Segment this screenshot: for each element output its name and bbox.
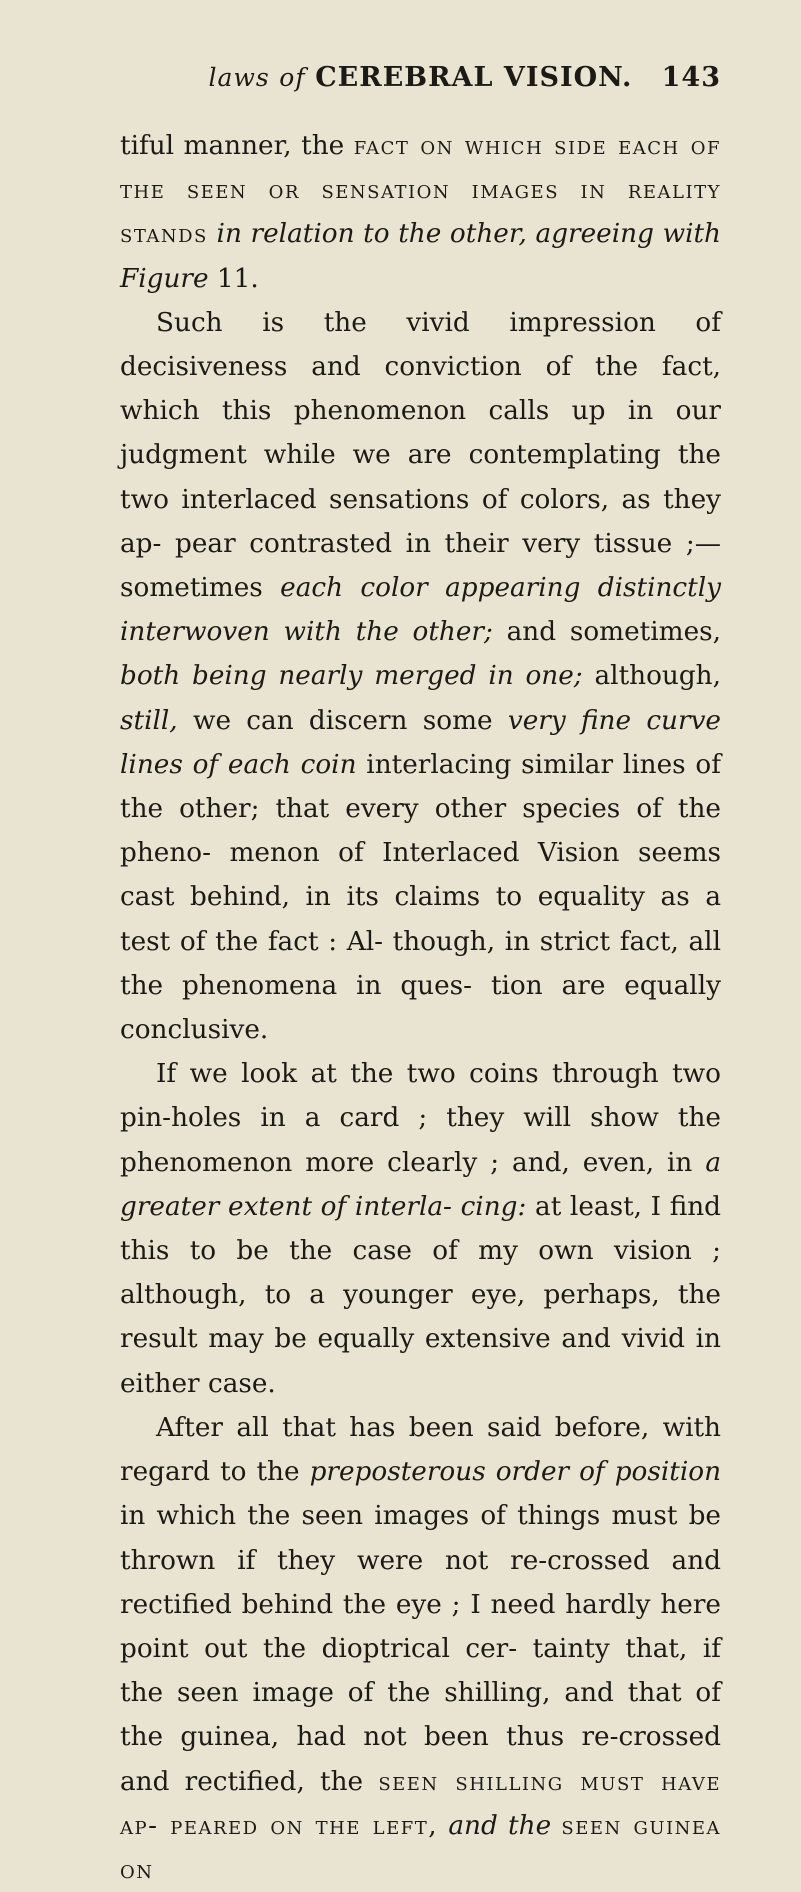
body-text — [120, 124, 721, 1892]
text-segment: although, — [582, 661, 721, 692]
text-segment: at least, I find this to be the case of my own vision ; although, to a younger eye, perhaps, the result may be equally extensive and vivid in either case. — [120, 1191, 721, 1399]
running-title — [120, 62, 721, 93]
italic-text: preposterous order of position — [309, 1457, 722, 1488]
italic-text: still, — [120, 705, 178, 736]
italic-text: both being nearly merged in one; — [120, 661, 583, 692]
text-segment: in which the seen images of things must be thrown if they were not re-crossed and rectified behind the eye ; I need hardly here point out the dioptrical cer- tainty that, if the seen image of the shilling, and that of the guinea, had not been thus re-crossed and rectified, the — [120, 1501, 721, 1797]
paragraph — [120, 1052, 721, 1406]
small-caps-text: seen guinea on — [120, 1810, 722, 1885]
paragraph — [120, 124, 721, 301]
text-segment: After all that has been said before, with regard to the — [120, 1412, 721, 1488]
small-caps-text: seen shilling must have ap- peared on the left, — [120, 1766, 721, 1841]
text-segment: tiful manner, the — [120, 131, 354, 161]
paragraph — [120, 301, 721, 1052]
text-segment: If we look at the two coins through two pin-holes in a card ; they will show the phenomenon more clearly ; and, even, in — [120, 1059, 721, 1178]
italic-text: in relation to the other, agreeing with Figure — [120, 219, 721, 294]
italic-text: a greater extent of interla- cing: — [120, 1147, 721, 1222]
text-segment — [208, 219, 217, 249]
text-segment: Such is the vivid impression of decisiveness and conviction of the fact, which this phenomenon calls up in our judgment while we are contemplating the two interlaced sensations of colors, as they ap- pear contrasted in their very tissue ;—sometimes — [120, 307, 721, 604]
title-prefix: laws — [208, 63, 270, 92]
text-segment: and sometimes, — [492, 617, 721, 648]
title-of: of — [279, 63, 306, 92]
running-head — [120, 62, 721, 102]
title-main: CEREBRAL VISION. — [315, 62, 633, 93]
italic-text: and the — [448, 1810, 552, 1841]
paragraph — [120, 1406, 721, 1892]
small-caps-text: fact on which side each of the seen or sensation images in reality stands — [120, 131, 721, 250]
italic-text: very fine curve lines of each coin — [120, 705, 721, 780]
text-segment: we can discern some — [177, 705, 508, 736]
italic-text: each color appearing distinctly interwoven with the other; — [120, 573, 721, 648]
text-segment — [438, 1811, 448, 1841]
text-segment — [551, 1811, 561, 1841]
text-segment: interlacing similar lines of the other; that every other species of the pheno- menon of Interlaced Vision seems cast behind, in its claims to equality as a test of the fact : Al- though, in strict fact, all the phenomena in ques- tion are equally conclusive. — [120, 749, 721, 1046]
text-segment: 11. — [208, 263, 259, 294]
page-number: 143 — [661, 62, 721, 93]
